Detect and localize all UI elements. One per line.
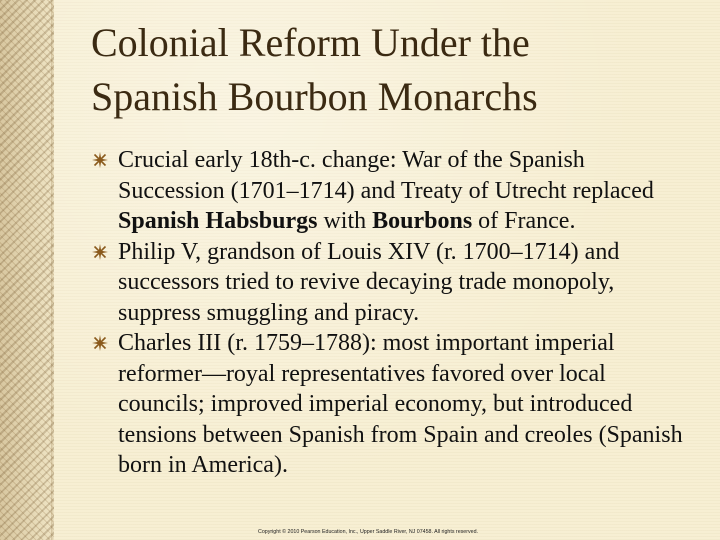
copyright-footer: Copyright © 2010 Pearson Education, Inc., Upper Saddle River, NJ 07458. All rights reserved. — [258, 529, 479, 535]
bullet-text: Charles III (r. 1759–1788): most important imperial reformer—royal representatives favored over local councils; improved imperial economy, but introduced tensions between Spanish from Spain and creoles (Spanish born in America). — [118, 330, 683, 478]
fleur-cross-icon — [92, 244, 108, 260]
fleur-cross-icon — [92, 335, 108, 351]
bullet-list — [92, 145, 692, 481]
bullet-text: with — [317, 208, 373, 234]
decorative-left-band — [0, 0, 54, 540]
bullet-text: Crucial early 18th-c. change: War of the Spanish Succession (1701–1714) and Treaty of Utrecht replaced — [118, 147, 654, 204]
fleur-cross-icon — [92, 152, 108, 168]
bullet-item — [92, 237, 692, 329]
bullet-emphasis-text: Bourbons — [372, 208, 473, 234]
slide-title-line-2: Spanish Bourbon Monarchs — [91, 74, 538, 119]
slide-title — [91, 16, 691, 124]
bullet-item — [92, 145, 692, 237]
bullet-text: of France. — [472, 208, 576, 234]
bullet-text: Philip V, grandson of Louis XIV (r. 1700–1714) and successors tried to revive decaying trade monopoly, suppress smuggling and piracy. — [118, 238, 620, 326]
bullet-item — [92, 328, 692, 481]
slide-title-line-1: Colonial Reform Under the — [91, 20, 530, 65]
bullet-emphasis-text: Spanish Habsburgs — [118, 208, 318, 234]
